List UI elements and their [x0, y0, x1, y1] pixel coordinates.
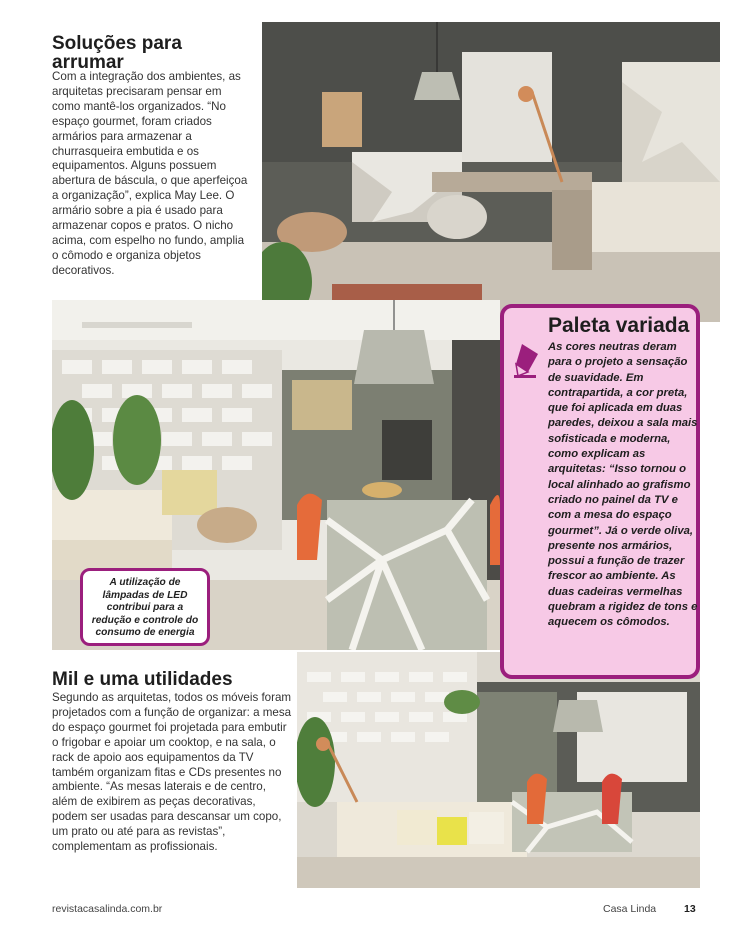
page-number: 13: [684, 903, 696, 915]
section-body-solucoes: Com a integração dos ambientes, as arquitetas precisaram pensar em como mantê-los organizados. “No espaço gourmet, foram criados armários para armazenar a churrasqueira embutida e os equipamentos. Alguns possuem abertura de báscula, o que aperfeiçoa a organização”, explica May Lee. O armário sobre a pia é usado para armazenar copos e pratos. O nicho acima, com espelho no fundo, amplia o cômodo e organiza objetos decorativos.: [52, 70, 248, 277]
footer-website[interactable]: revistacasalinda.com.br: [52, 903, 163, 915]
callout-title: Paleta variada: [548, 314, 690, 337]
callout-paleta-variada: [500, 304, 700, 679]
section-body-utilidades: Segundo as arquitetas, todos os móveis foram projetados com a função de organizar: a mesa do espaço gourmet foi projetada para embutir o frigobar e apoiar um cooktop, e na sala, o rack de apoio aos equipamentos da TV também organizam fitas e CDs presentes no ambiente. “As mesas laterais e de centro, além de exibirem as peças decorativas, podem ser usadas para descansar um copo, um prato ou até para as revistas”, complementam as profissionais.: [52, 691, 292, 854]
photo-living-room: [262, 22, 720, 322]
pencil-icon: [514, 342, 540, 378]
photo-caption-led: A utilização de lâmpadas de LED contribui para a redução e controle do consumo de energia: [80, 568, 210, 646]
photo-living-room-tv: [297, 652, 700, 888]
section-title-utilidades: Mil e uma utilidades: [52, 669, 233, 690]
footer-magazine: Casa Linda: [603, 903, 657, 915]
callout-body: As cores neutras deram para o projeto a sensação de suavidade. Em contrapartida, a cor preta, que foi aplicada em duas paredes, deixou a sala mais sofisticada e moderna, como explicam as arquitetas: “Isso tornou o local alinhado ao grafismo criado no painel da TV e com a mesa do espaço gourmet”. Já o verde oliva, presente nos armários, possui a função de trazer frescor ao ambiente. As duas cadeiras vermelhas quebram a rigidez de tons e aquecem os cômodos.: [548, 341, 698, 629]
section-title-solucoes: Soluções para arrumar: [52, 33, 182, 73]
